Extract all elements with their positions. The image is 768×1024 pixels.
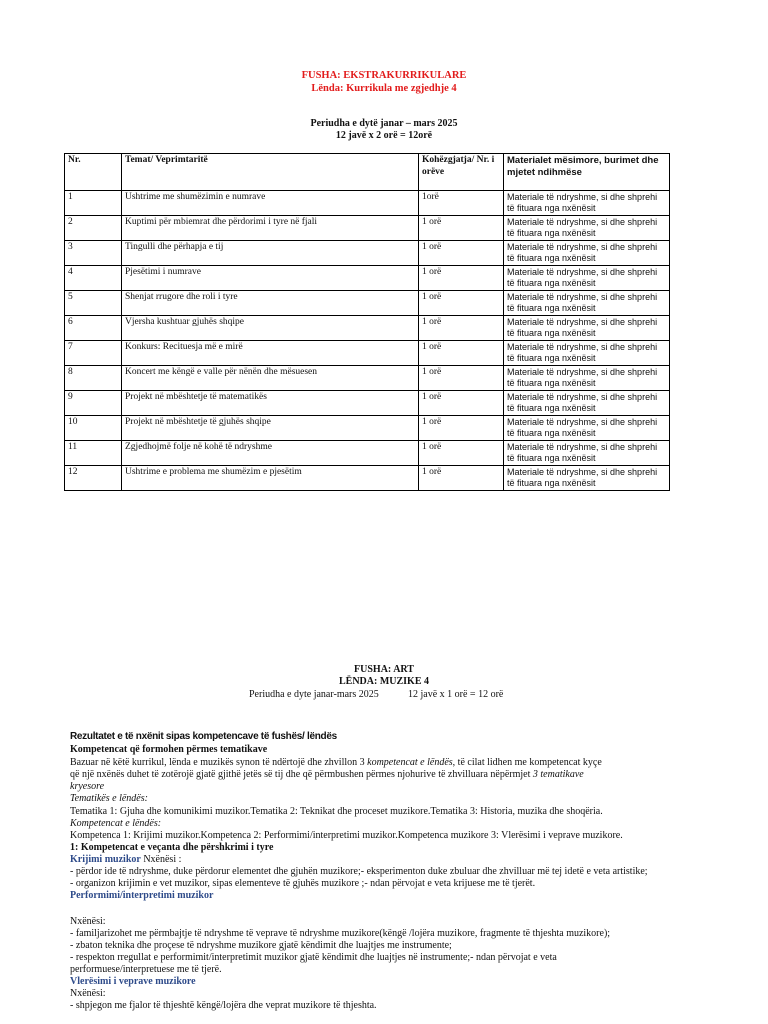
kompetenca-line: Kompetenca 1: Krijimi muzikor.Kompetenca 2: Performimi/interpretimi muzikor.Kompetenca muzikore 3: Vlerësimi i veprave muzikore. (70, 830, 623, 841)
p2-text-b: 3 tematikave (532, 769, 584, 780)
row-theme: Zgjedhojmë folje në kohë të ndryshme (122, 441, 419, 466)
table-row (65, 216, 670, 241)
art-subject-title: LËNDA: MUZIKE 4 (338, 676, 429, 687)
krijimi-heading: Krijimi muzikor (70, 854, 141, 865)
row-duration: 1 orë (419, 391, 504, 416)
subject-title: Lënda: Kurrikula me zgjedhje 4 (311, 83, 457, 94)
performimi-item-4: performuese/interpretuese me të tjerë. (70, 964, 222, 975)
special-competences-heading: 1: Kompetencat e veçanta dhe përshkrimi i tyre (70, 842, 274, 853)
row-theme: Kuptimi për mbiemrat dhe përdorimi i tyre në fjali (122, 216, 419, 241)
row-materials: Materiale të ndryshme, si dhe shprehi të fituara nga nxënësit (504, 466, 670, 491)
row-materials: Materiale të ndryshme, si dhe shprehi të fituara nga nxënësit (504, 416, 670, 441)
paragraph-line-1 (70, 757, 710, 769)
competences-subheading: Kompetencat që formohen përmes tematikave (70, 744, 268, 755)
row-theme: Ushtrime me shumëzimin e numrave (122, 191, 419, 216)
period-line: Periudha e dytë janar – mars 2025 (310, 118, 458, 129)
row-duration: 1orë (419, 191, 504, 216)
row-duration: 1 orë (419, 366, 504, 391)
krijimi-line (70, 854, 710, 866)
table-row (65, 416, 670, 441)
row-materials: Materiale të ndryshme, si dhe shprehi të fituara nga nxënësit (504, 216, 670, 241)
table-row (65, 466, 670, 491)
row-materials: Materiale të ndryshme, si dhe shprehi të fituara nga nxënësit (504, 366, 670, 391)
row-theme: Koncert me këngë e valle për nënën dhe mësuesen (122, 366, 419, 391)
p2-text-a: që një nxënës duhet të zotërojë gjatë gjithë jetës së tij dhe që përmbushen përmes njohurive të zhvilluara nëpërmjet (70, 769, 533, 780)
row-duration: 1 orë (419, 241, 504, 266)
art-field-title: FUSHA: ART (354, 664, 414, 675)
art-weeks: 12 javë x 1 orë = 12 orë (408, 689, 504, 700)
vleresimi-heading: Vlerësimi i veprave muzikore (70, 976, 196, 987)
paragraph-line-3: kryesore (70, 781, 105, 792)
header-theme: Temat/ Veprimtaritë (122, 154, 419, 191)
performimi-item-3: - respekton rregullat e performimit/interpretimit muzikor gjatë këndimit dhe luajtjes në instrumente;- ndan përvojat e veta (70, 952, 557, 963)
table-row (65, 266, 670, 291)
row-materials: Materiale të ndryshme, si dhe shprehi të fituara nga nxënësit (504, 191, 670, 216)
krijimi-item-2: - organizon krijimin e vet muzikor, sipas elementeve të gjuhës muzikore ;- ndan përvojat e veta krijuese me të tjerët. (70, 878, 536, 889)
header-materials: Materialet mësimore, burimet dhe mjetet ndihmëse (504, 154, 670, 191)
row-number: 12 (65, 466, 122, 491)
row-number: 10 (65, 416, 122, 441)
tematikes-label: Tematikës e lëndës: (70, 793, 148, 804)
paragraph-line-2 (70, 769, 710, 781)
p1-text-b: kompetencat e lëndës (367, 757, 453, 768)
row-materials: Materiale të ndryshme, si dhe shprehi të fituara nga nxënësit (504, 441, 670, 466)
vleresimi-item-1: - shpjegon me fjalor të thjeshtë këngë/lojëra dhe veprat muzikore të thjeshta. (70, 1000, 377, 1011)
krijimi-rest: Nxënësi : (140, 854, 182, 865)
art-period: Periudha e dyte janar-mars 2025 (249, 689, 379, 700)
row-duration: 1 orë (419, 441, 504, 466)
tematika-line: Tematika 1: Gjuha dhe komunikimi muzikor.Tematika 2: Teknikat dhe proceset muzikore.Tematika 3: Historia, muzika dhe shoqëria. (70, 806, 603, 817)
row-duration: 1 orë (419, 316, 504, 341)
row-duration: 1 orë (419, 266, 504, 291)
row-duration: 1 orë (419, 466, 504, 491)
plan-table (64, 153, 670, 491)
row-duration: 1 orë (419, 291, 504, 316)
table-header-row (65, 154, 670, 191)
row-materials: Materiale të ndryshme, si dhe shprehi të fituara nga nxënësit (504, 291, 670, 316)
performimi-heading: Performimi/interpretimi muzikor (70, 890, 214, 901)
kompetencat-label: Kompetencat e lëndës: (70, 818, 162, 829)
row-materials: Materiale të ndryshme, si dhe shprehi të fituara nga nxënësit (504, 316, 670, 341)
row-theme: Konkurs: Recituesja më e mirë (122, 341, 419, 366)
row-number: 7 (65, 341, 122, 366)
row-number: 5 (65, 291, 122, 316)
row-number: 1 (65, 191, 122, 216)
row-duration: 1 orë (419, 341, 504, 366)
row-materials: Materiale të ndryshme, si dhe shprehi të fituara nga nxënësit (504, 266, 670, 291)
performimi-item-1: - familjarizohet me përmbajtje të ndryshme të veprave të ndryshme muzikore(këngë /lojëra muzikore, fragmente të thjeshta muzikore); (70, 928, 611, 939)
p1-text-a: Bazuar në këtë kurrikul, lënda e muzikës synon të ndërtojë dhe zhvillon 3 (70, 757, 368, 768)
results-heading: Rezultatet e të nxënit sipas kompetencave të fushës/ lëndës (70, 731, 337, 742)
row-duration: 1 orë (419, 416, 504, 441)
row-theme: Pjesëtimi i numrave (122, 266, 419, 291)
row-duration: 1 orë (419, 216, 504, 241)
performimi-nxenesi: Nxënësi: (70, 916, 106, 927)
p1-text-c: , të cilat lidhen me kompetencat kyçe (452, 757, 602, 768)
row-materials: Materiale të ndryshme, si dhe shprehi të fituara nga nxënësit (504, 391, 670, 416)
row-theme: Ushtrime e problema me shumëzim e pjesëtim (122, 466, 419, 491)
field-title: FUSHA: EKSTRAKURRIKULARE (301, 70, 467, 81)
performimi-item-2: - zbaton teknika dhe proçese të ndryshme muzikore gjatë këndimit dhe luajtjes me instrumente; (70, 940, 452, 951)
row-theme: Vjersha kushtuar gjuhës shqipe (122, 316, 419, 341)
row-theme: Projekt në mbështetje të matematikës (122, 391, 419, 416)
row-theme: Tingulli dhe përhapja e tij (122, 241, 419, 266)
row-number: 2 (65, 216, 122, 241)
table-row (65, 241, 670, 266)
table-row (65, 391, 670, 416)
row-number: 9 (65, 391, 122, 416)
row-number: 3 (65, 241, 122, 266)
row-theme: Projekt në mbështetje të gjuhës shqipe (122, 416, 419, 441)
header-duration: Kohëzgjatja/ Nr. i orëve (419, 154, 504, 191)
table-row (65, 366, 670, 391)
table-row (65, 341, 670, 366)
row-materials: Materiale të ndryshme, si dhe shprehi të fituara nga nxënësit (504, 341, 670, 366)
row-number: 4 (65, 266, 122, 291)
header-nr: Nr. (65, 154, 122, 191)
table-row (65, 191, 670, 216)
table-row (65, 291, 670, 316)
table-row (65, 441, 670, 466)
row-materials: Materiale të ndryshme, si dhe shprehi të fituara nga nxënësit (504, 241, 670, 266)
vleresimi-nxenesi: Nxënësi: (70, 988, 106, 999)
row-number: 8 (65, 366, 122, 391)
row-theme: Shenjat rrugore dhe roli i tyre (122, 291, 419, 316)
krijimi-item-1: - përdor ide të ndryshme, duke përdorur elementet dhe gjuhën muzikore;- eksperimenton duke zbuluar dhe zhvilluar më tej idetë e veta artistike; (70, 866, 648, 877)
row-number: 6 (65, 316, 122, 341)
table-row (65, 316, 670, 341)
row-number: 11 (65, 441, 122, 466)
hours-line: 12 javë x 2 orë = 12orë (335, 130, 433, 141)
